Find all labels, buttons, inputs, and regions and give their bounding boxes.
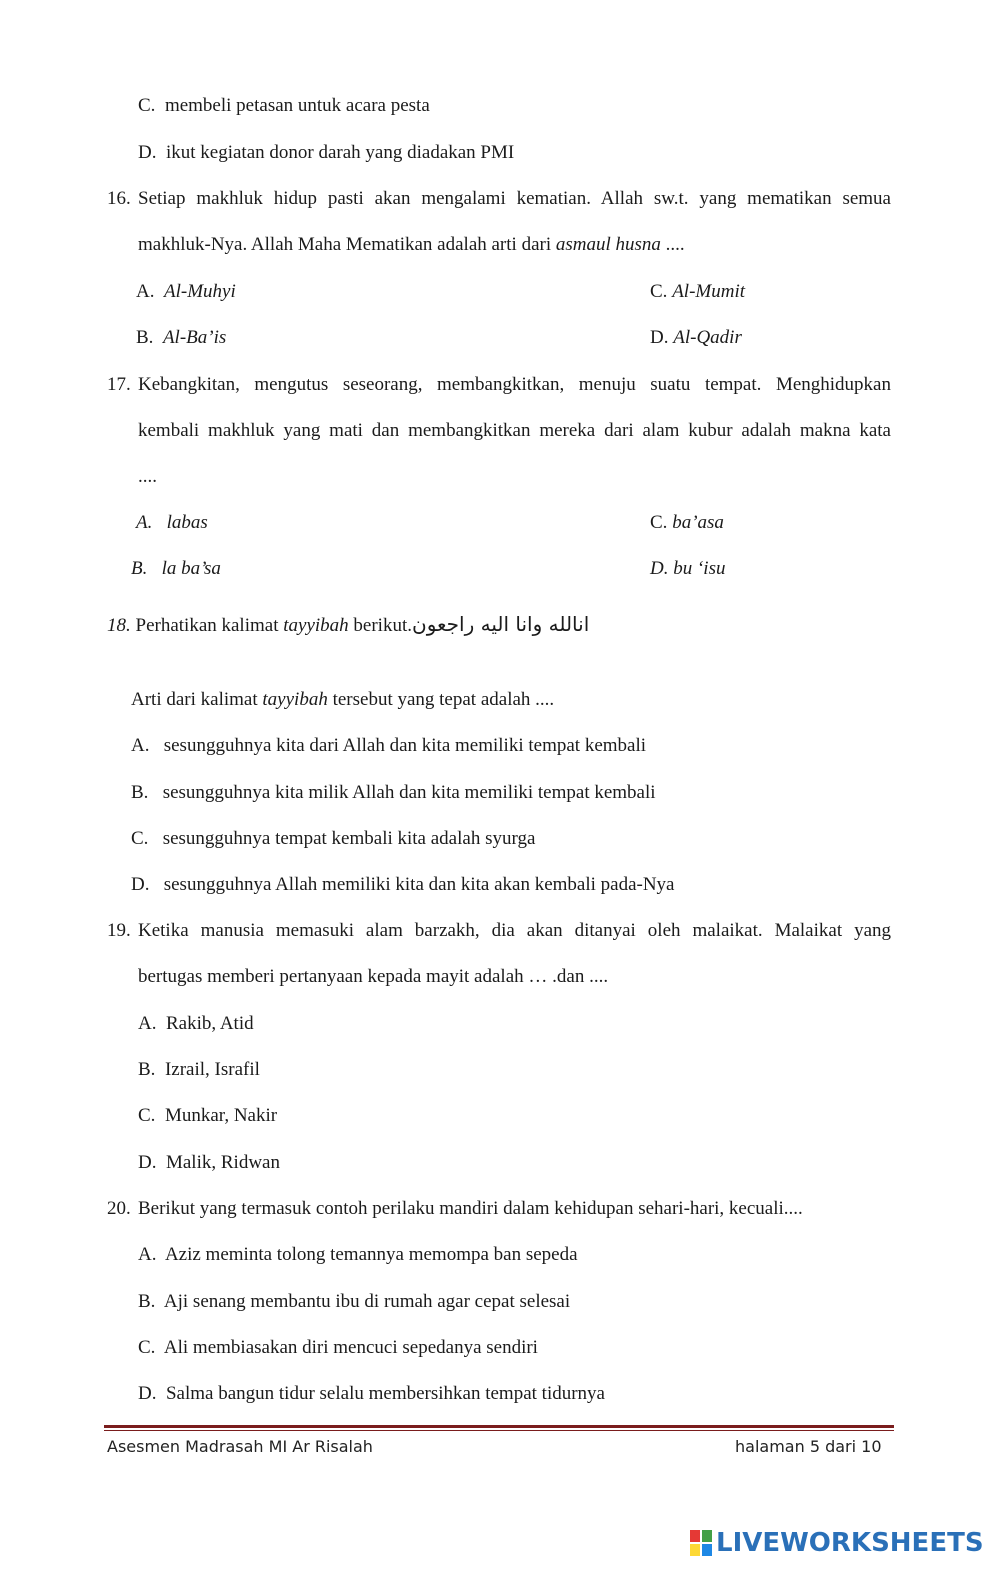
option-text: Al-Mumit [672, 281, 746, 302]
option-letter: A. [138, 1244, 157, 1265]
option-letter: B. [138, 1291, 156, 1312]
option-text: Ali membiasakan diri mencuci sepedanya sendiri [163, 1337, 538, 1358]
option-letter: C. [131, 828, 149, 849]
question-line: Ketika manusia memasuki alam barzakh, dia akan ditanyai oleh malaikat. Malaikat yang [138, 920, 891, 941]
logo-block [702, 1530, 712, 1542]
option-text: Al-Muhyi [163, 281, 236, 302]
question-line: .... [138, 466, 157, 487]
option-letter: C. [138, 1337, 156, 1358]
logo-block [690, 1530, 700, 1542]
option-d[interactable] [650, 327, 742, 349]
option-b[interactable] [138, 1059, 260, 1081]
liveworksheets-logo [690, 1527, 990, 1559]
option-text: ikut kegiatan donor darah yang diadakan PMI [165, 142, 515, 163]
option-a[interactable] [136, 281, 236, 303]
option-text: ba’asa [672, 512, 724, 533]
option-text: Malik, Ridwan [165, 1152, 280, 1173]
option-c[interactable] [650, 512, 724, 534]
option-text: Rakib, Atid [165, 1013, 254, 1034]
option-b[interactable] [131, 782, 656, 804]
question-text: berikut. [348, 615, 412, 636]
question-text: .... [660, 234, 685, 255]
question-text-italic: asmaul husna [555, 234, 661, 255]
option-d[interactable] [650, 558, 725, 580]
option-c[interactable] [131, 828, 535, 850]
option-letter: C. [650, 281, 668, 302]
option-letter: D. [650, 558, 669, 579]
question-line: bertugas memberi pertanyaan kepada mayit adalah … .dan .... [138, 966, 609, 987]
option-letter: D. [138, 1383, 157, 1404]
option-letter: A. [136, 512, 153, 533]
option-text: sesungguhnya Allah memiliki kita dan kita akan kembali pada-Nya [163, 874, 675, 895]
option-text: sesungguhnya kita milik Allah dan kita memiliki tempat kembali [162, 782, 656, 803]
logo-block [702, 1544, 712, 1556]
question-text: tersebut yang tepat adalah .... [327, 689, 555, 710]
question-number: 16. [107, 188, 131, 209]
option-letter: A. [131, 735, 150, 756]
option-d[interactable] [138, 1152, 280, 1174]
logo-block [690, 1544, 700, 1556]
option-text: Izrail, Israfil [164, 1059, 260, 1080]
question-text: Perhatikan kalimat [135, 615, 284, 636]
footer-rule-thin [104, 1430, 894, 1431]
prev-option-d [138, 142, 514, 164]
option-text: Al-Ba’is [162, 327, 227, 348]
option-text: membeli petasan untuk acara pesta [164, 95, 430, 116]
option-a[interactable] [131, 735, 646, 757]
question-number: 17. [107, 374, 131, 395]
option-b[interactable] [138, 1291, 570, 1313]
prev-option-c [138, 95, 430, 117]
option-letter: D. [650, 327, 669, 348]
question-line [131, 689, 554, 711]
question-number: 18. [107, 615, 131, 636]
option-text: la ba’sa [161, 558, 221, 579]
question-line: kembali makhluk yang mati dan membangkitkan mereka dari alam kubur adalah makna kata [138, 420, 891, 441]
option-letter: D. [138, 142, 157, 163]
option-letter: C. [138, 95, 156, 116]
option-a[interactable] [138, 1244, 578, 1266]
option-b[interactable] [136, 327, 226, 349]
page-number: halaman 5 dari 10 [735, 1437, 882, 1456]
question-text: Arti dari kalimat [131, 689, 263, 710]
footer-title: Asesmen Madrasah MI Ar Risalah [107, 1437, 373, 1456]
option-a[interactable] [138, 1013, 254, 1035]
liveworksheets-icon [690, 1530, 712, 1556]
option-letter: A. [138, 1013, 157, 1034]
option-letter: B. [138, 1059, 156, 1080]
option-letter: B. [131, 782, 149, 803]
option-letter: B. [131, 558, 148, 579]
option-c[interactable] [650, 281, 745, 303]
option-c[interactable] [138, 1337, 538, 1359]
question-line: Kebangkitan, mengutus seseorang, membangkitkan, menuju suatu tempat. Menghidupkan [138, 374, 891, 395]
option-text: Aji senang membantu ibu di rumah agar cepat selesai [163, 1291, 571, 1312]
question-text-italic: tayyibah [283, 615, 349, 636]
option-text: labas [166, 512, 208, 533]
question-text: makhluk-Nya. Allah Maha Mematikan adalah arti dari [138, 234, 556, 255]
footer-rule [104, 1425, 894, 1428]
option-d[interactable] [138, 1383, 605, 1405]
question-line: Setiap makhluk hidup pasti akan mengalami kematian. Allah sw.t. yang mematikan semua [138, 188, 891, 209]
option-text: sesungguhnya kita dari Allah dan kita memiliki tempat kembali [163, 735, 647, 756]
question-number: 19. [107, 920, 131, 941]
arabic-text: انالله وانا اليه راجعون [412, 612, 590, 636]
option-text: Munkar, Nakir [164, 1105, 278, 1126]
option-letter: D. [138, 1152, 157, 1173]
option-d[interactable] [131, 874, 675, 896]
question-text-italic: tayyibah [262, 689, 328, 710]
option-c[interactable] [138, 1105, 277, 1127]
option-letter: A. [136, 281, 155, 302]
question-line [138, 234, 685, 256]
option-text: Aziz meminta tolong temannya memompa ban sepeda [164, 1244, 578, 1265]
option-letter: B. [136, 327, 154, 348]
option-text: Al-Qadir [673, 327, 742, 348]
option-text: bu ‘isu [673, 558, 726, 579]
question-line [107, 612, 589, 637]
liveworksheets-text: LIVEWORKSHEETS [716, 1528, 984, 1558]
option-b[interactable] [131, 558, 221, 580]
option-letter: D. [131, 874, 150, 895]
option-letter: C. [650, 512, 668, 533]
option-letter: C. [138, 1105, 156, 1126]
option-text: sesungguhnya tempat kembali kita adalah syurga [162, 828, 536, 849]
option-text: Salma bangun tidur selalu membersihkan tempat tidurnya [165, 1383, 605, 1404]
question-line: Berikut yang termasuk contoh perilaku mandiri dalam kehidupan sehari-hari, kecuali.... [138, 1198, 803, 1219]
question-number: 20. [107, 1198, 131, 1219]
option-a[interactable] [136, 512, 208, 534]
